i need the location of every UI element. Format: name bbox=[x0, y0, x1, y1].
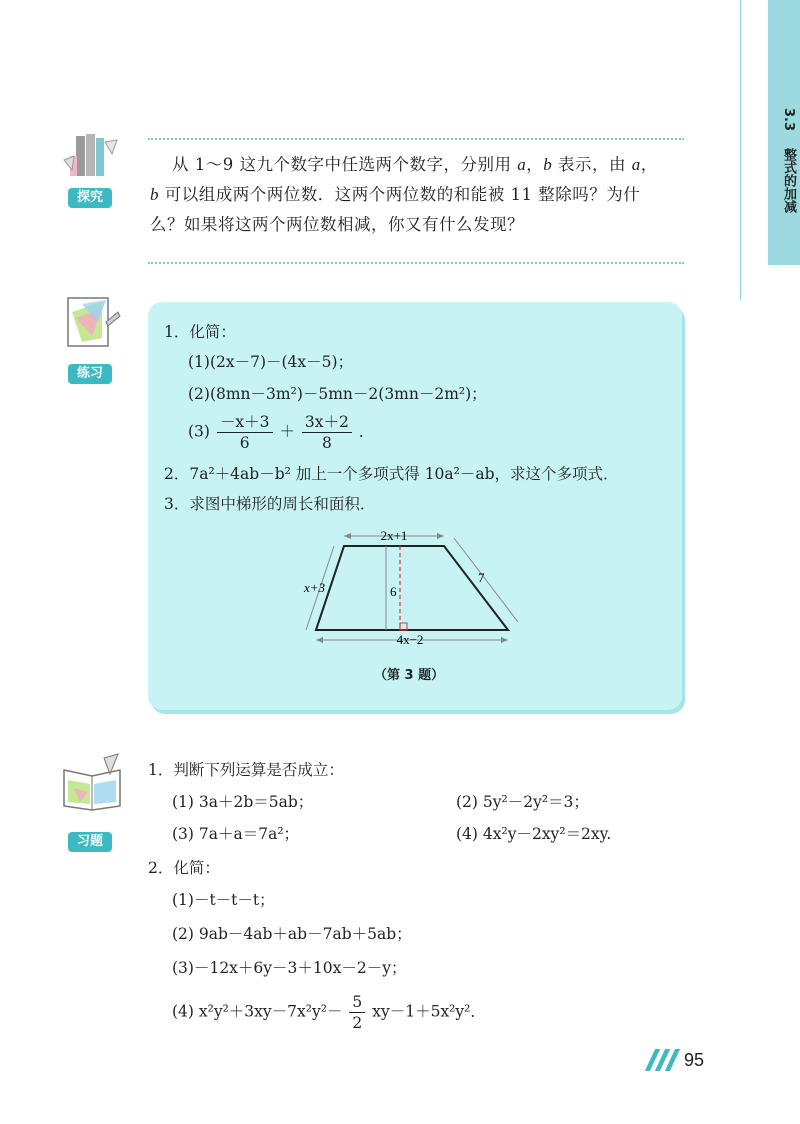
exercise-q1-3: (3) 7a＋a＝7a²； bbox=[172, 825, 300, 843]
page-number: 95 bbox=[684, 1050, 705, 1070]
practice-q2: 2．7a²＋4ab－b² 加上一个多项式得 10a²－ab，求这个多项式． bbox=[164, 465, 619, 483]
notebook-pen-icon bbox=[62, 292, 122, 356]
height-label: 6 bbox=[390, 584, 397, 599]
practice-q1-1: (1)(2x－7)－(4x－5)； bbox=[188, 353, 354, 371]
practice-badge: 练习 bbox=[68, 364, 112, 384]
exercise-q1-title: 1．判断下列运算是否成立： bbox=[148, 761, 344, 779]
right-label: 7 bbox=[478, 570, 485, 585]
explore-badge: 探究 bbox=[68, 188, 112, 208]
divider-top bbox=[148, 138, 684, 140]
exercise-q2-3: (3)－12x＋6y－3＋10x－2－y； bbox=[172, 959, 407, 977]
bottom-label: 4x−2 bbox=[396, 632, 424, 647]
exercise-q2-1: (1)－t－t－t； bbox=[172, 891, 275, 909]
open-book-icon bbox=[60, 752, 124, 812]
exercise-q2-2: (2) 9ab－4ab＋ab－7ab＋5ab； bbox=[172, 925, 412, 943]
chapter-side-tab bbox=[768, 0, 800, 265]
exercise-q2-title: 2．化简： bbox=[148, 859, 220, 877]
explore-paragraph: 从 1～9 这九个数字中任选两个数字，分别用 a，b 表示，由 a， b 可以组成两个两位数．这两个两位数的和能被 11 整除吗？为什 么？如果将这两个两位数相减，你又有什么发现？ bbox=[150, 155, 658, 234]
exercise-q2-4: (4) x²y²＋3xy－7x²y²－ $\frac{5}{2}$ xy－1＋5x²y²． bbox=[172, 993, 486, 1032]
figure-caption: （第 3 题） bbox=[374, 668, 445, 683]
left-label: x+3 bbox=[304, 580, 326, 595]
divider-bottom bbox=[148, 262, 684, 264]
exercise-q1-4: (4) 4x²y－2xy²＝2xy. bbox=[456, 825, 612, 843]
practice-q1-title: 1．化简： bbox=[164, 323, 236, 341]
trapezoid-figure bbox=[296, 524, 532, 650]
section-title: 整式的加减 bbox=[781, 148, 796, 214]
practice-q1-2: (2)(8mn－3m²)－5mn－2(3mn－2m²)； bbox=[188, 385, 487, 403]
section-number: 3.3 bbox=[781, 108, 796, 132]
practice-q3: 3．求图中梯形的周长和面积． bbox=[164, 495, 376, 513]
top-label: 2x+1 bbox=[380, 528, 408, 543]
side-divider bbox=[740, 0, 741, 300]
exercise-q1-1: (1) 3a＋2b＝5ab； bbox=[172, 793, 314, 811]
practice-q1-3: (3) $\frac{-x+3}{6}$ ＋ $\frac{3x+2}{8}$ ． bbox=[188, 413, 375, 452]
exercise-badge: 习题 bbox=[68, 832, 112, 852]
exercise-q1-2: (2) 5y²－2y²＝3； bbox=[456, 793, 589, 811]
books-icon bbox=[62, 130, 122, 186]
